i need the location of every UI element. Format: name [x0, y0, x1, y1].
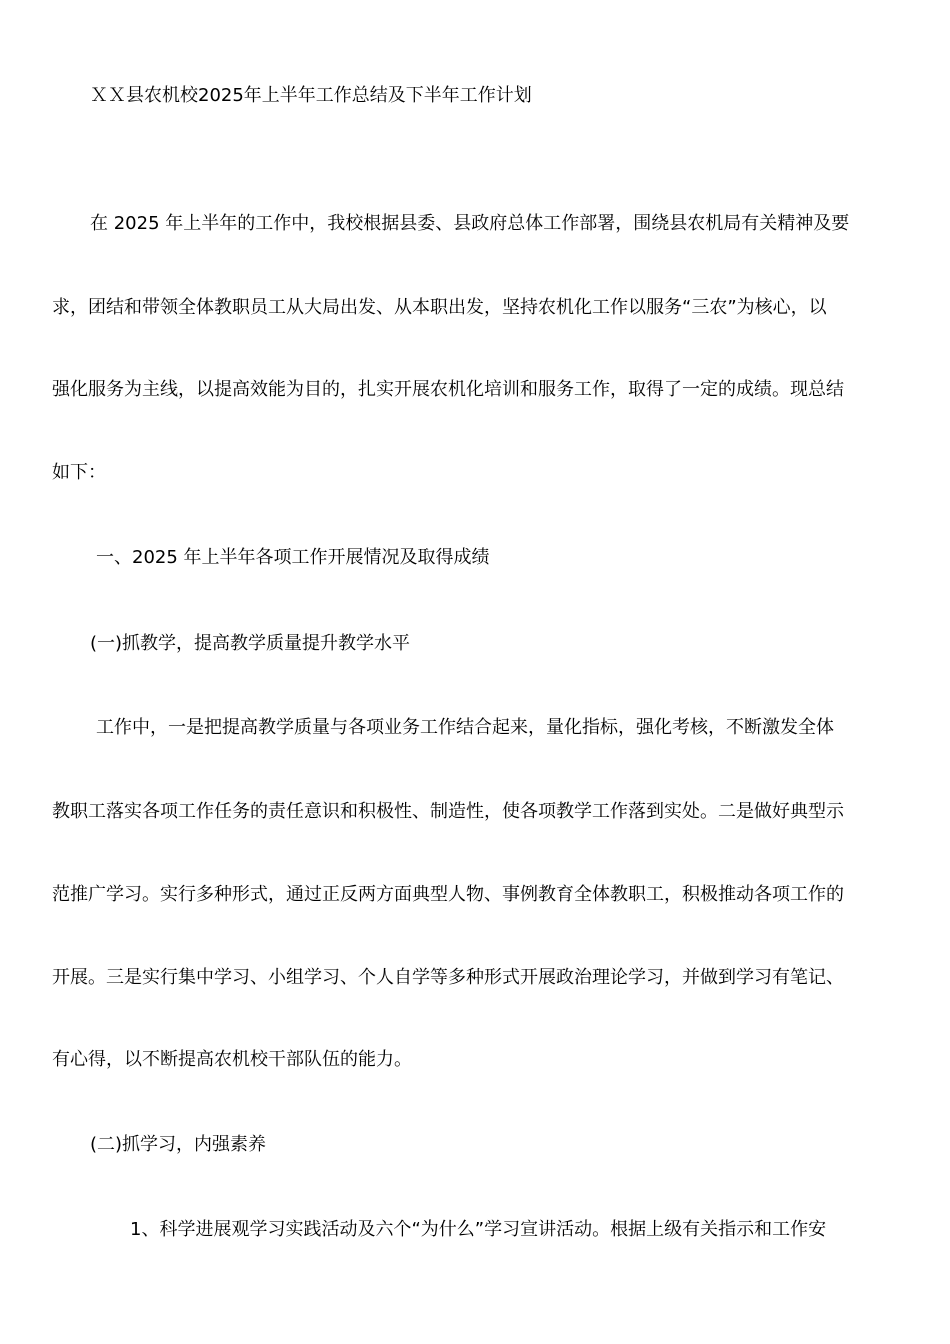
teaching-line-5: 有心得，以不断提高农机校干部队伍的能力。 [52, 1049, 412, 1070]
subsection-heading-2: (二)抓学习，内强素养 [90, 1134, 267, 1155]
subsection-heading-1: (一)抓教学，提高教学质量提升教学水平 [90, 633, 411, 654]
teaching-line-3: 范推广学习。实行多种形式，通过正反两方面典型人物、事例教育全体教职工，积极推动各项工作的 [52, 884, 844, 905]
teaching-line-1: 工作中，一是把提高教学质量与各项业务工作结合起来，量化指标，强化考核，不断激发全体 [96, 717, 834, 738]
intro-line-2: 求，团结和带领全体教职员工从大局出发、从本职出发，坚持农机化工作以服务“三农”为核心，以 [52, 297, 827, 318]
teaching-line-4: 开展。三是实行集中学习、小组学习、个人自学等多种形式开展政治理论学习，并做到学习有笔记、 [52, 967, 844, 988]
section-heading-1: 一、2025 年上半年各项工作开展情况及取得成绩 [96, 547, 490, 568]
document-title: ＸＸ县农机校2025年上半年工作总结及下半年工作计划 [90, 85, 532, 106]
teaching-line-2: 教职工落实各项工作任务的责任意识和积极性、制造性，使各项教学工作落到实处。二是做好典型示 [52, 801, 844, 822]
intro-line-4: 如下： [52, 462, 106, 483]
intro-line-1: 在 2025 年上半年的工作中，我校根据县委、县政府总体工作部署，围绕县农机局有关精神及要 [90, 213, 850, 234]
study-line-1: 1、科学进展观学习实践活动及六个“为什么”学习宣讲活动。根据上级有关指示和工作安 [130, 1219, 827, 1240]
intro-line-3: 强化服务为主线，以提高效能为目的，扎实开展农机化培训和服务工作，取得了一定的成绩。现总结 [52, 379, 844, 400]
